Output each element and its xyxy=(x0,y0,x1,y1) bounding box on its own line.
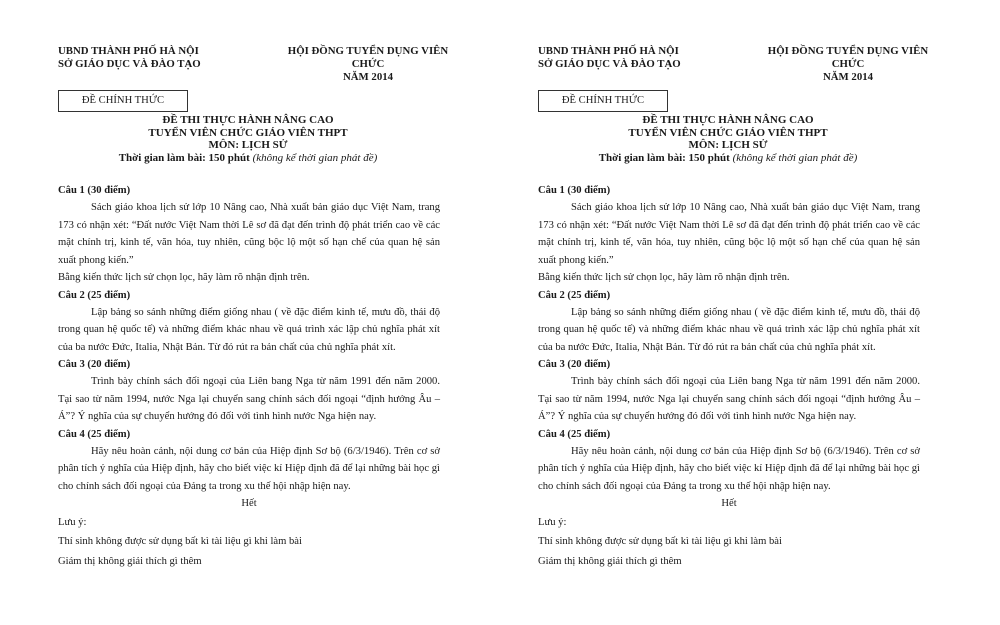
question-3-text: Trình bày chính sách đối ngoại của Liên bang Nga từ năm 1991 đến năm 2000. Tại sao từ năm 1994, nước Nga lại chuyển sang chính sách đối ngoại “định hướng Âu – Á”? Ý nghĩa của sự chuyển hướng đó đối với tình hình nước Nga hiện nay. xyxy=(538,376,920,422)
note-line-1: Thí sinh không được sử dụng bất kì tài liệu gì khi làm bài xyxy=(538,536,782,547)
org-line-2: SỞ GIÁO DỤC VÀ ĐÀO TẠO xyxy=(58,58,201,70)
official-label-box: ĐỀ CHÍNH THỨC xyxy=(58,90,188,112)
question-1-text: Sách giáo khoa lịch sử lớp 10 Nâng cao, Nhà xuất bản giáo dục Việt Nam, trang 173 có nhận xét: “Đất nước Việt Nam thời Lê sơ đã đạt đến trình độ phát triển cao về các mặt chính trị, kinh tế, văn hóa, tuy nhiên, cũng bộc lộ một số hạn chế của quan hệ sản xuất phong kiến.” xyxy=(58,202,440,266)
official-label-box: ĐỀ CHÍNH THỨC xyxy=(538,90,668,112)
note-line-1: Thí sinh không được sử dụng bất kì tài liệu gì khi làm bài xyxy=(58,536,302,547)
question-3-heading: Câu 3 (20 điểm) xyxy=(538,359,611,370)
question-1-heading: Câu 1 (30 điểm) xyxy=(58,185,131,196)
council-line-3: NĂM 2014 xyxy=(822,71,874,83)
title-line-2: TUYỂN VIÊN CHỨC GIÁO VIÊN THPT xyxy=(628,126,828,139)
duration-line xyxy=(538,152,918,165)
question-1-instruction: Bằng kiến thức lịch sử chọn lọc, hãy làm rõ nhận định trên. xyxy=(58,272,310,283)
note-line-2: Giám thị không giải thích gì thêm xyxy=(538,555,682,567)
organization-header xyxy=(58,45,233,71)
question-4-text: Hãy nêu hoàn cảnh, nội dung cơ bản của Hiệp định Sơ bộ (6/3/1946). Trên cơ sở phân tích ý nghĩa của Hiệp định, hãy cho biết việc kí Hiệp định đã để lại những bài học gì cho chính sách đối ngoại của Đảng ta trong xu thế hội nhập hiện nay. xyxy=(538,445,920,492)
council-header xyxy=(748,45,948,84)
council-header xyxy=(268,45,468,84)
question-3-heading: Câu 3 (20 điểm) xyxy=(58,359,131,370)
exam-page-left xyxy=(58,0,478,625)
exam-page-right xyxy=(538,0,958,625)
duration-line xyxy=(58,152,438,165)
question-3-text: Trình bày chính sách đối ngoại của Liên bang Nga từ năm 1991 đến năm 2000. Tại sao từ năm 1994, nước Nga lại chuyển sang chính sách đối ngoại “định hướng Âu – Á”? Ý nghĩa của sự chuyển hướng đó đối với tình hình nước Nga hiện nay. xyxy=(58,376,440,422)
question-1-instruction: Bằng kiến thức lịch sử chọn lọc, hãy làm rõ nhận định trên. xyxy=(538,272,790,283)
duration-note: (không kể thời gian phát đề) xyxy=(252,151,378,164)
org-line-2: SỞ GIÁO DỤC VÀ ĐÀO TẠO xyxy=(538,58,681,70)
note-line-2: Giám thị không giải thích gì thêm xyxy=(58,555,202,567)
exam-title xyxy=(58,114,438,164)
duration: Thời gian làm bài: 150 phút xyxy=(118,151,250,164)
council-line-1: HỘI ĐỒNG TUYỂN DỤNG VIÊN xyxy=(287,45,449,57)
question-1-text: Sách giáo khoa lịch sử lớp 10 Nâng cao, Nhà xuất bản giáo dục Việt Nam, trang 173 có nhận xét: “Đất nước Việt Nam thời Lê sơ đã đạt đến trình độ phát triển cao về các mặt chính trị, kinh tế, văn hóa, tuy nhiên, cũng bộc lộ một số hạn chế của quan hệ sản xuất phong kiến.” xyxy=(538,202,920,266)
end-mark: Hết xyxy=(241,498,257,509)
council-line-3: NĂM 2014 xyxy=(342,71,394,83)
exam-body xyxy=(58,182,440,571)
org-line-1: UBND THÀNH PHỐ HÀ NỘI xyxy=(58,45,199,57)
end-mark: Hết xyxy=(721,498,737,509)
duration: Thời gian làm bài: 150 phút xyxy=(598,151,730,164)
question-4-text: Hãy nêu hoàn cảnh, nội dung cơ bản của Hiệp định Sơ bộ (6/3/1946). Trên cơ sở phân tích ý nghĩa của Hiệp định, hãy cho biết việc kí Hiệp định đã để lại những bài học gì cho chính sách đối ngoại của Đảng ta trong xu thế hội nhập hiện nay. xyxy=(58,445,440,492)
exam-body xyxy=(538,182,920,571)
org-line-1: UBND THÀNH PHỐ HÀ NỘI xyxy=(538,45,679,57)
council-line-2: CHỨC xyxy=(351,58,385,70)
title-line-1: ĐỀ THI THỰC HÀNH NÂNG CAO xyxy=(642,114,814,126)
exam-title xyxy=(538,114,918,164)
question-2-text: Lập bảng so sánh những điểm giống nhau ( về đặc điểm kinh tế, mưu đồ, thái độ trong quan hệ quốc tế) và những điểm khác nhau về quá trình xác lập chủ nghĩa phát xít của ba nước Đức, Italia, Nhật Bản. Từ đó rút ra bản chất của chủ nghĩa phát xít. xyxy=(58,306,440,353)
title-line-3: MÔN: LỊCH SỬ xyxy=(688,139,768,151)
organization-header xyxy=(538,45,713,71)
notes-label: Lưu ý: xyxy=(538,516,567,528)
question-4-heading: Câu 4 (25 điểm) xyxy=(58,428,131,440)
notes-label: Lưu ý: xyxy=(58,516,87,528)
question-1-heading: Câu 1 (30 điểm) xyxy=(538,185,611,196)
council-line-2: CHỨC xyxy=(831,58,865,70)
question-2-heading: Câu 2 (25 điểm) xyxy=(58,289,131,301)
title-line-3: MÔN: LỊCH SỬ xyxy=(208,139,288,151)
question-4-heading: Câu 4 (25 điểm) xyxy=(538,428,611,440)
title-line-2: TUYỂN VIÊN CHỨC GIÁO VIÊN THPT xyxy=(148,126,348,139)
question-2-text: Lập bảng so sánh những điểm giống nhau ( về đặc điểm kinh tế, mưu đồ, thái độ trong quan hệ quốc tế) và những điểm khác nhau về quá trình xác lập chủ nghĩa phát xít của ba nước Đức, Italia, Nhật Bản. Từ đó rút ra bản chất của chủ nghĩa phát xít. xyxy=(538,306,920,353)
council-line-1: HỘI ĐỒNG TUYỂN DỤNG VIÊN xyxy=(767,45,929,57)
duration-note: (không kể thời gian phát đề) xyxy=(732,151,858,164)
question-2-heading: Câu 2 (25 điểm) xyxy=(538,289,611,301)
title-line-1: ĐỀ THI THỰC HÀNH NÂNG CAO xyxy=(162,114,334,126)
